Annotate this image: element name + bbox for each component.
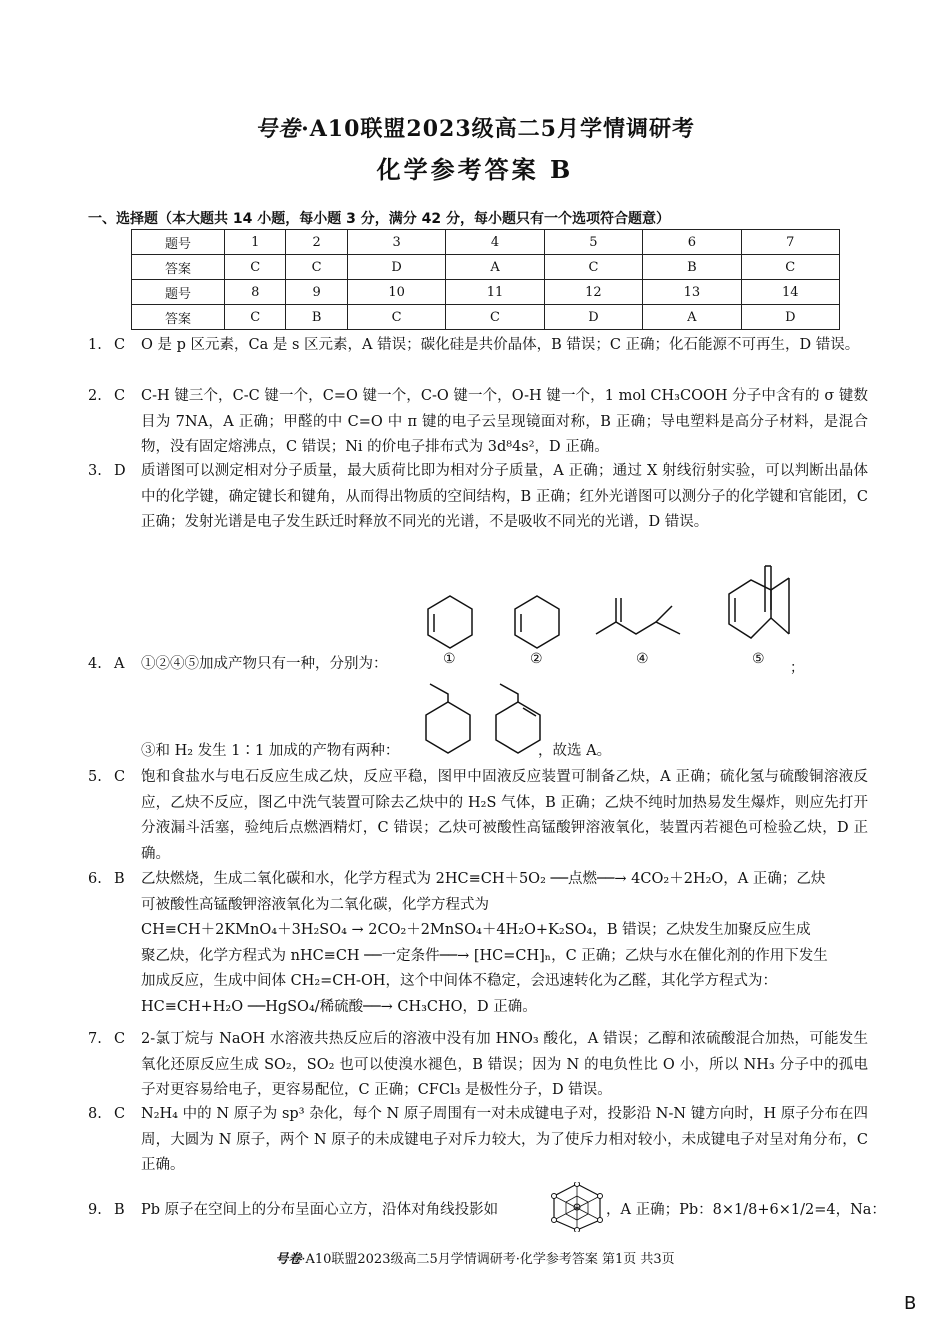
answer-item-5 (88, 765, 868, 867)
molecule-2-cyclohexene (507, 592, 567, 652)
footer-logo: 号卷 (275, 1252, 302, 1267)
answer-item-4 (88, 652, 868, 678)
item-number: 4. (88, 656, 102, 672)
table-cell: C (225, 305, 286, 330)
equation-line: 聚乙炔，化学方程式为 nHC≡CH ──一定条件──→ [HC=CH]ₙ，C 正确；乙炔与水在催化剂的作用下发生 (141, 947, 828, 964)
table-cell: C (741, 255, 839, 280)
item-text: 饱和食盐水与电石反应生成乙炔，反应平稳，图甲中固液反应装置可制备乙炔，A 正确；硫化氢与硫酸铜溶液反应，乙炔不反应，图乙中洗气装置可除去乙炔中的 H₂S 气体，B 正确；乙炔不纯时加热易发生爆炸，则应先打开分液漏斗活塞，验纯后点燃酒精灯，C 错误；乙炔可被酸性高锰酸钾溶液氧化，装置丙若褪色可检验乙炔，D 正确。 (141, 769, 868, 862)
item-text (141, 867, 868, 1020)
item-answer: B (114, 871, 125, 887)
molecule-5-bicyclic (723, 560, 803, 646)
item-4-line2-end: ，故选 A。 (538, 743, 612, 759)
answer-table (131, 229, 840, 330)
table-cell: B (286, 305, 347, 330)
table-cell: C (347, 305, 445, 330)
table-cell: 5 (544, 230, 642, 255)
item-answer: D (114, 463, 126, 479)
table-cell: 8 (225, 280, 286, 305)
item-number: 9. (88, 1202, 102, 1218)
equation-line: CH≡CH＋2KMnO₄＋3H₂SO₄ → 2CO₂＋2MnSO₄＋4H₂O+K₂SO₄，B 错误；乙炔发生加聚反应生成 (141, 922, 811, 938)
equation-line: 可被酸性高锰酸钾溶液氧化为二氧化碳，化学方程式为 (141, 896, 489, 913)
table-cell: 12 (544, 280, 642, 305)
item-answer: C (114, 388, 126, 404)
answer-item-1 (88, 333, 868, 359)
answer-item-8 (88, 1102, 868, 1179)
item-text: 2-氯丁烷与 NaOH 水溶液共热反应后的溶液中没有加 HNO₃ 酸化，A 错误；乙醇和浓硫酸混合加热，可能发生氧化还原反应生成 SO₂，SO₂ 也可以使溴水褪色，B 错误；因为 N 的电负性比 O 小，所以 NH₃ 分子中的孤电子对更容易给电子，更容易配位，C 正确；CFCl₃ 是极性分子，D 错误。 (141, 1031, 868, 1098)
label-5: ⑤ (752, 651, 765, 667)
item-number: 8. (88, 1106, 102, 1122)
item-number: 5. (88, 769, 102, 785)
item-answer: C (114, 769, 126, 785)
footer-text: ·A10联盟2023级高二5月学情调研考·化学参考答案 第1页 共3页 (301, 1252, 675, 1267)
item-answer: C (114, 1031, 126, 1047)
table-cell: C (544, 255, 642, 280)
label-1: ① (443, 651, 456, 667)
logo: 号卷 (255, 116, 302, 142)
fcc-projection-diagram (550, 1182, 604, 1232)
table-cell: D (544, 305, 642, 330)
table-row (132, 230, 840, 255)
table-cell: 13 (643, 280, 741, 305)
item-answer: A (114, 656, 125, 672)
answer-item-3 (88, 459, 868, 536)
item-9-continued: ，A 正确；Pb：8×1/8+6×1/2=4，Na： (606, 1202, 886, 1218)
version-marker: B (904, 1293, 917, 1314)
item-number: 1. (88, 337, 102, 353)
item-4-end: ； (790, 660, 804, 676)
row-label: 答案 (132, 305, 225, 330)
table-cell: 7 (741, 230, 839, 255)
item-answer: C (114, 1106, 126, 1122)
item-number: 3. (88, 463, 102, 479)
molecule-4-alkene (592, 596, 688, 640)
answer-item-6 (88, 867, 868, 1020)
item-number: 7. (88, 1031, 102, 1047)
item-text: 质谱图可以测定相对分子质量，最大质荷比即为相对分子质量，A 正确；通过 X 射线衍射实验，可以判断出晶体中的化学键，确定键长和键角，从而得出物质的空间结构，B 正确；红外光谱图可以测分子的化学键和官能团，C 正确；发射光谱是电子发生跃迁时释放不同光的光谱，不是吸收不同光的光谱，D 错误。 (141, 463, 868, 530)
table-cell: C (446, 305, 544, 330)
label-4: ④ (636, 651, 649, 667)
item-number: 6. (88, 871, 102, 887)
equation-line: HC≡CH+H₂O ──HgSO₄/稀硫酸──→ CH₃CHO，D 正确。 (141, 998, 537, 1015)
item-text: Pb 原子在空间上的分布呈面心立方，沿体对角线投影如 (141, 1202, 499, 1218)
table-cell: D (347, 255, 445, 280)
item-4-line2: ③和 H₂ 发生 1∶1 加成的产物有两种： (141, 743, 400, 759)
page-footer (0, 1248, 950, 1267)
molecule-1-cyclohexene (420, 592, 480, 652)
row-label: 题号 (132, 230, 225, 255)
table-cell: C (225, 255, 286, 280)
item-answer: B (114, 1202, 125, 1218)
answer-item-7 (88, 1027, 868, 1104)
section-title: 一、选择题（本大题共 14 小题，每小题 3 分，满分 42 分，每小题只有一个选项符合题意） (88, 211, 670, 227)
title-text: ·A10联盟2023级高二5月学情调研考 (301, 116, 695, 142)
product-ethylcyclohexane (418, 680, 478, 760)
table-cell: A (643, 305, 741, 330)
item-text: ①②④⑤加成产物只有一种，分别为： (141, 656, 388, 672)
table-row (132, 255, 840, 280)
page-subtitle: 化学参考答案 B (376, 155, 574, 184)
table-cell: 9 (286, 280, 347, 305)
label-2: ② (530, 651, 543, 667)
answer-item-2 (88, 384, 868, 461)
item-answer: C (114, 337, 126, 353)
table-row (132, 280, 840, 305)
item-text: N₂H₄ 中的 N 原子为 sp³ 杂化，每个 N 原子周围有一对未成键电子对，投影沿 N-N 键方向时，H 原子分布在四周，大圆为 N 原子，两个 N 原子的未成键电子对斥力较大，为了使斥力相对较小，未成键电子对呈对角分布，C 正确。 (141, 1106, 868, 1173)
table-cell: 14 (741, 280, 839, 305)
equation-line: 加成反应，生成中间体 CH₂=CH-OH，这个中间体不稳定，会迅速转化为乙醛，其化学方程式为： (141, 973, 777, 989)
table-cell: 6 (643, 230, 741, 255)
item-text: C-H 键三个，C-C 键一个，C=O 键一个，C-O 键一个，O-H 键一个，1 mol CH₃COOH 分子中含有的 σ 键数目为 7NA，A 正确；甲醛的中 C=O 中 π 键的电子云呈现镜面对称，B 正确；导电塑料是高分子材料，是混合物，没有固定熔沸点，C 错误；Ni 的价电子排布式为 3d⁸4s²，D 正确。 (141, 388, 868, 455)
table-row (132, 305, 840, 330)
row-label: 题号 (132, 280, 225, 305)
item-text: O 是 p 区元素，Ca 是 s 区元素，A 错误；碳化硅是共价晶体，B 错误；C 正确；化石能源不可再生，D 错误。 (141, 337, 860, 353)
page-title (0, 112, 950, 143)
row-label: 答案 (132, 255, 225, 280)
table-cell: 1 (225, 230, 286, 255)
table-cell: A (446, 255, 544, 280)
table-cell: D (741, 305, 839, 330)
table-cell: 11 (446, 280, 544, 305)
table-cell: 10 (347, 280, 445, 305)
table-cell: 3 (347, 230, 445, 255)
product-ethylcyclohexene (488, 680, 548, 760)
table-cell: 2 (286, 230, 347, 255)
table-cell: C (286, 255, 347, 280)
equation-line: 乙炔燃烧，生成二氧化碳和水，化学方程式为 2HC≡CH＋5O₂ ──点燃──→ 4CO₂＋2H₂O，A 正确；乙炔 (141, 871, 826, 887)
item-number: 2. (88, 388, 102, 404)
table-cell: 4 (446, 230, 544, 255)
table-cell: B (643, 255, 741, 280)
